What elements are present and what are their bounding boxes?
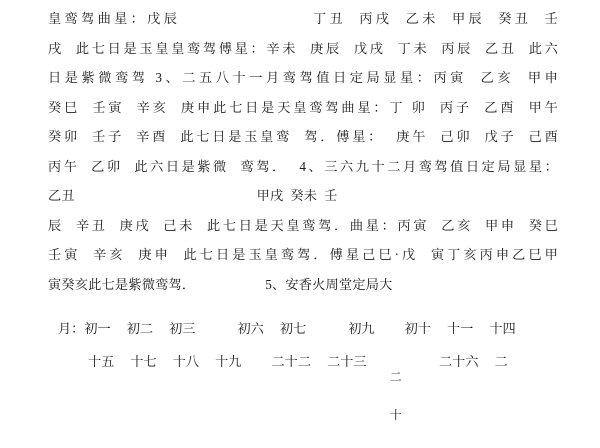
- day-cell: 初十: [404, 321, 431, 336]
- text-line: 皇鸾驾曲星：戊辰 丁丑 丙戌 乙未 甲辰 癸丑 壬: [48, 11, 558, 26]
- day-cell: 初三: [169, 321, 196, 336]
- text-line: 癸巳 壬寅 辛亥 庚申此七日是天皇鸾驾曲星：丁 卯 丙子 乙酉 甲午: [48, 99, 558, 115]
- day-cell: 初六: [237, 321, 264, 336]
- day-cell: 二十二: [271, 354, 312, 369]
- text-line: 日是紫微鸾驾 3、二五八十一月鸾驾值日定局显星：丙寅 乙亥 甲申: [48, 70, 558, 85]
- day-cell-stacked: [383, 345, 409, 447]
- calendar-day-table: [48, 312, 558, 447]
- day-cell: 十七: [130, 354, 157, 369]
- text-line: 丙午 乙卯 此六日是紫微 鸾驾． 4、三六九十二月鸾驾值日定局显星：: [48, 158, 558, 174]
- day-cell: 十四: [489, 321, 516, 336]
- day-cell: 十一: [447, 321, 474, 336]
- calendar-row-first-half: [48, 312, 558, 345]
- day-cell: 十九: [215, 354, 242, 369]
- calendar-row-second-half: [48, 345, 558, 447]
- day-cell-stacked-bottom: 十: [389, 407, 402, 422]
- text-line: 乙丑 甲戌 癸未 壬: [48, 188, 338, 203]
- day-cell: 十五: [88, 354, 115, 369]
- month-label: 月：: [58, 321, 85, 336]
- day-cell: 初二: [126, 321, 154, 336]
- day-cell: 二十六: [439, 354, 479, 369]
- day-cell: 二: [494, 354, 508, 369]
- text-line: 寅癸亥此七是紫微鸾驾． 5、安香火周堂定局大: [48, 276, 393, 292]
- day-cell: 二十三: [327, 354, 367, 369]
- day-cell: 初七: [279, 321, 307, 336]
- document-text-body: [48, 4, 558, 299]
- text-line: 戌 此七日是玉皇皇鸾驾傅星：辛未 庚辰 戊戌 丁未 丙辰 乙丑 此六: [48, 40, 558, 56]
- day-cell: 初九: [348, 321, 375, 336]
- text-line: 壬寅 辛亥 庚申 此七日是玉皇鸾驾．傅星己巳·戊 寅丁亥丙申乙巳甲: [48, 247, 558, 262]
- day-cell: 十八: [172, 354, 200, 369]
- text-line: 辰 辛丑 庚戌 己未 此七日是天皇鸾驾．曲星：丙寅 乙亥 甲申 癸巳: [48, 217, 558, 233]
- text-line: 癸卯 壬子 辛酉 此七日是玉皇鸾 驾．傅星： 庚午 己卯 戊子 己酉: [48, 129, 558, 144]
- day-cell: 初一: [84, 321, 111, 336]
- day-cell-stacked-top: 二: [389, 370, 402, 385]
